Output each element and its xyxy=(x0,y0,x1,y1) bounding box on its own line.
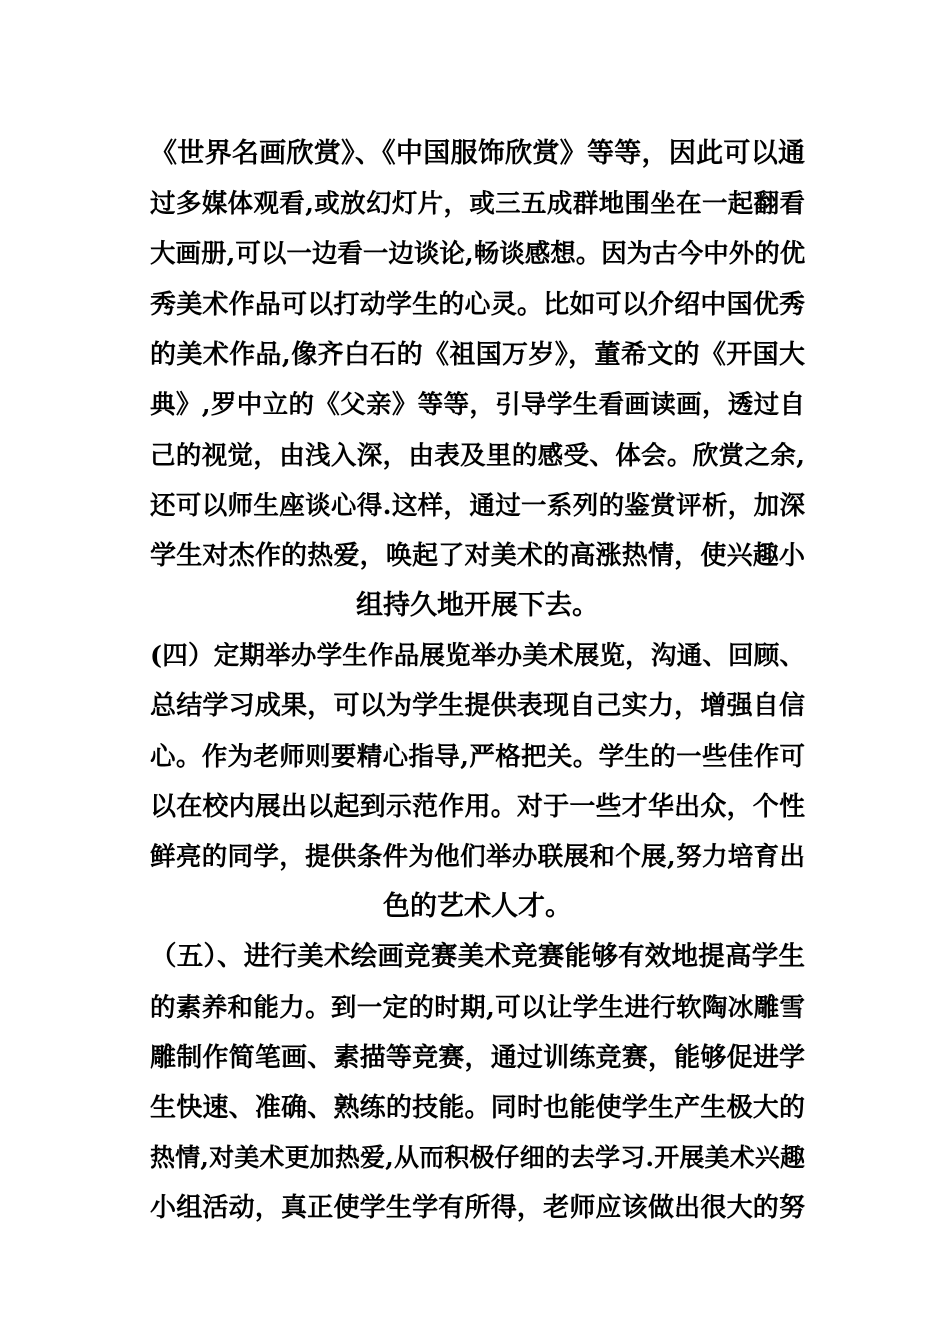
text-line: 过多媒体观看,或放幻灯片，或三五成群地围坐在一起翻看 xyxy=(150,189,805,219)
text-line: 学生对杰作的热爱，唤起了对美术的高涨热情，使兴趣小 xyxy=(150,541,805,571)
text-line: 心。作为老师则要精心指导,严格把关。学生的一些佳作可 xyxy=(150,742,805,772)
text-line: 《世界名画欣赏》、《中国服饰欣赏》等等，因此可以通 xyxy=(150,138,805,169)
text-line: 热情,对美术更加热爱,从而积极仔细的去学习.开展美术兴趣 xyxy=(150,1143,805,1172)
text-line: 以在校内展出以起到示范作用。对于一些才华出众，个性 xyxy=(150,792,805,822)
text-line: 己的视觉，由浅入深，由表及里的感受、体会。欣赏之余, xyxy=(150,441,805,471)
text-line: 组持久地开展下去。 xyxy=(356,590,599,621)
text-line: 鲜亮的同学，提供条件为他们举办联展和个展,努力培育出 xyxy=(150,842,805,872)
text-line: 雕制作简笔画、素描等竞赛，通过训练竞赛，能够促进学 xyxy=(150,1043,805,1073)
text-line: 总结学习成果，可以为学生提供表现自己实力，增强自信 xyxy=(150,691,805,721)
text-line: 秀美术作品可以打动学生的心灵。比如可以介绍中国优秀 xyxy=(150,290,805,320)
text-line: （五）、进行美术绘画竞赛美术竞赛能够有效地提高学生 xyxy=(150,941,805,972)
text-line: 典》,罗中立的《父亲》等等，引导学生看画读画，透过自 xyxy=(150,390,805,420)
text-line: (四）定期举办学生作品展览举办美术展览，沟通、回顾、 xyxy=(150,641,805,671)
text-line: 的素养和能力。到一定的时期,可以让学生进行软陶冰雕雪 xyxy=(150,993,805,1023)
text-line: 生快速、准确、熟练的技能。同时也能使学生产生极大的 xyxy=(150,1093,805,1123)
text-line: 色的艺术人才。 xyxy=(383,891,572,922)
text-line: 的美术作品,像齐白石的《祖国万岁》，董希文的《开国大 xyxy=(150,340,805,370)
text-line: 还可以师生座谈心得.这样，通过一系列的鉴赏评析，加深 xyxy=(150,491,805,521)
text-line: 小组活动，真正使学生学有所得，老师应该做出很大的努 xyxy=(150,1193,805,1223)
text-line: 大画册,可以一边看一边谈论,畅谈感想。因为古今中外的优 xyxy=(150,239,806,269)
